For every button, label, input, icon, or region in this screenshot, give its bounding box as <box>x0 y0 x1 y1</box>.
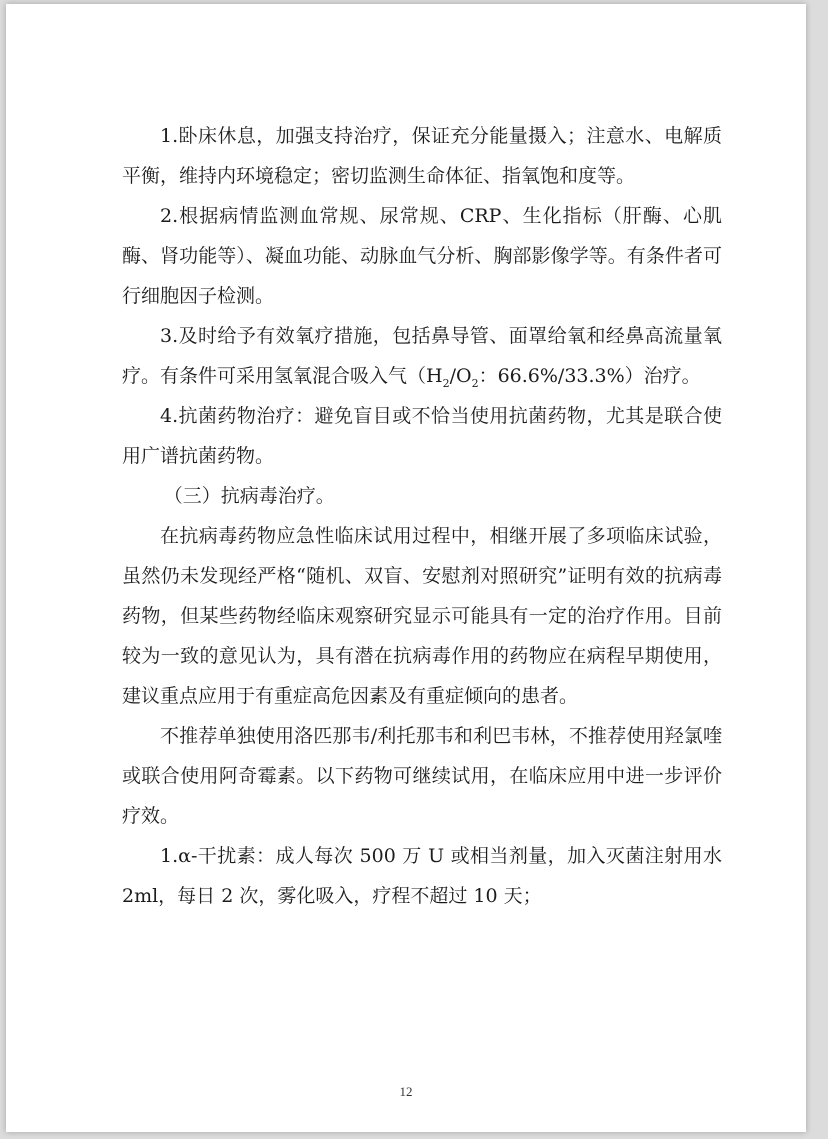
paragraph-bed-rest: 1.卧床休息，加强支持治疗，保证充分能量摄入；注意水、电解质平衡，维持内环境稳定；密切监测生命体征、指氧饱和度等。 <box>122 125 722 187</box>
paragraph-monitoring: 2.根据病情监测血常规、尿常规、CRP、生化指标（肝酶、心肌酶、肾功能等）、凝血功能、动脉血气分析、胸部影像学等。有条件者可行细胞因子检测。 <box>122 205 722 307</box>
paragraph-not-recommended: 不推荐单独使用洛匹那韦/利托那韦和利巴韦林，不推荐使用羟氯喹或联合使用阿奇霉素。以下药物可继续试用，在临床应用中进一步评价疗效。 <box>122 725 722 827</box>
paragraph-oxygen-therapy <box>122 316 722 396</box>
formula-subscript-h2: 2 <box>442 376 450 390</box>
formula-ratio-text: ：66.6%/33.3%）治疗。 <box>478 365 701 387</box>
document-body <box>122 116 722 916</box>
section-heading-antiviral: （三）抗病毒治疗。 <box>163 485 335 507</box>
document-page <box>6 4 806 1132</box>
formula-subscript-o2: 2 <box>471 376 479 390</box>
oxygen-therapy-text: 3.及时给予有效氧疗措施，包括鼻导管、面罩给氧和经鼻高流量氧疗。有条件可采用氢氧混合吸入气（H <box>122 325 722 387</box>
paragraph-antibacterial: 4.抗菌药物治疗：避免盲目或不恰当使用抗菌药物，尤其是联合使用广谱抗菌药物。 <box>122 405 722 467</box>
paragraph-antiviral-trials: 在抗病毒药物应急性临床试用过程中，相继开展了多项临床试验，虽然仍未发现经严格“随机、双盲、安慰剂对照研究”证明有效的抗病毒药物，但某些药物经临床观察研究显示可能具有一定的治疗作用。目前较为一致的意见认为，具有潜在抗病毒作用的药物应在病程早期使用，建议重点应用于有重症高危因素及有重症倾向的患者。 <box>122 525 722 707</box>
formula-o-separator: /O <box>449 365 472 387</box>
page-number: 12 <box>399 1084 413 1099</box>
paragraph-interferon: 1.α-干扰素：成人每次 500 万 U 或相当剂量，加入灭菌注射用水 2ml，每日 2 次，雾化吸入，疗程不超过 10 天； <box>122 845 722 907</box>
